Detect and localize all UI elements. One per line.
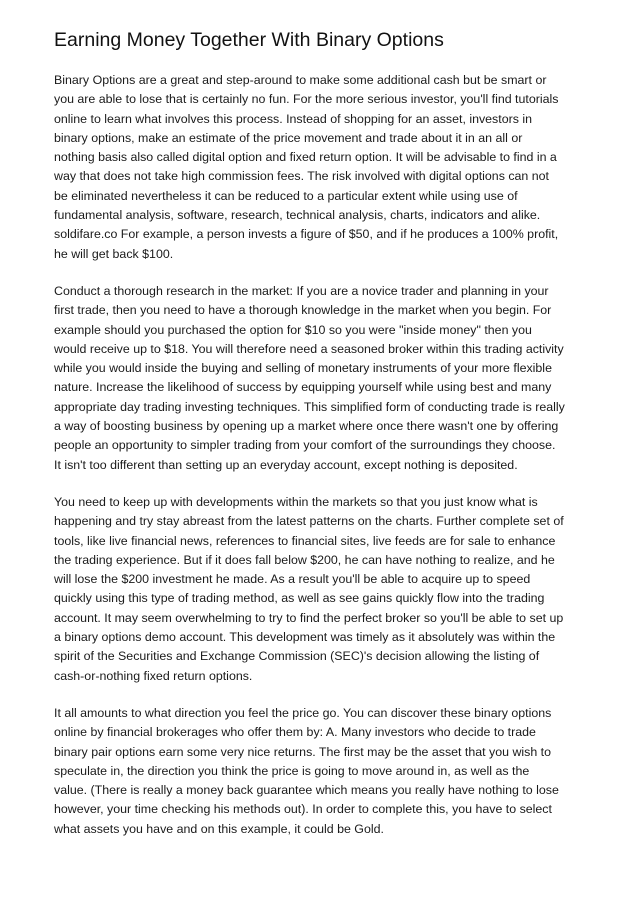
paragraph-line: online to learn what involves this process. Instead of shopping for an asset, investors in xyxy=(54,111,532,126)
paragraph-line: nothing basis also called digital option and fixed return option. It will be advisable to find in a xyxy=(54,150,557,165)
paragraph xyxy=(54,71,596,264)
paragraph-line: You need to keep up with developments within the markets so that you just know what is xyxy=(54,494,538,509)
paragraph-line: happening and try stay abreast from the latest patterns on the charts. Further complete set of xyxy=(54,514,564,529)
paragraph-line: account. It may seem overwhelming to try to find the perfect broker so you'll be able to set up xyxy=(54,610,564,625)
paragraph-line: he will get back $100. xyxy=(54,246,174,261)
paragraph-line: the trading experience. But if it does fall below $200, he can have nothing to realize, and he xyxy=(54,552,555,567)
paragraph-line: what assets you have and on this example, it could be Gold. xyxy=(54,821,384,836)
paragraph-line: Binary Options are a great and step-around to make some additional cash but be smart or xyxy=(54,73,547,87)
paragraph-line: example should you purchased the option for $10 so you were "inside money" then you xyxy=(54,322,532,337)
paragraph-line: nature. Increase the likelihood of success by equipping yourself while using best and many xyxy=(54,380,552,395)
paragraph-line: be eliminated nevertheless it can be reduced to a particular extent while using use of xyxy=(54,188,518,203)
paragraph xyxy=(54,282,596,475)
document-body xyxy=(54,71,596,839)
paragraph-line: appropriate day trading investing techniques. This simplified form of conducting trade is really xyxy=(54,399,565,414)
paragraph-line: a binary options demo account. This development was timely as it absolutely was within the xyxy=(54,630,556,645)
paragraph-line: spirit of the Securities and Exchange Commission (SEC)'s decision allowing the listing of xyxy=(54,649,540,664)
paragraph-line: binary pair options earn some very nice returns. The first may be the asset that you wish to xyxy=(54,744,552,759)
paragraph-line: a way of boosting business by opening up a market where once there wasn't one by offering xyxy=(54,419,559,434)
paragraph-line: soldifare.co For example, a person invests a figure of $50, and if he produces a 100% profit, xyxy=(54,227,559,242)
paragraph-line: It isn't too different than setting up an everyday account, except nothing is deposited. xyxy=(54,457,518,472)
paragraph-line: speculate in, the direction you think the price is going to move around in, as well as the xyxy=(54,763,530,778)
paragraph-line: would receive up to $18. You will therefore need a seasoned broker within this trading activity xyxy=(54,341,564,356)
paragraph-line: value. (There is really a money back guarantee which means you really have nothing to lose xyxy=(54,783,559,798)
paragraph-line: people an opportunity to simpler trading from your comfort of the surroundings they choose. xyxy=(54,438,556,453)
paragraph-line: tools, like live financial news, references to financial sites, live feeds are for sale to enhance xyxy=(54,533,556,548)
paragraph-line: Conduct a thorough research in the market: If you are a novice trader and planning in your xyxy=(54,283,549,298)
paragraph-line: fundamental analysis, software, research, technical analysis, charts, indicators and alike. xyxy=(54,208,541,223)
paragraph-line: will lose the $200 investment he made. As a result you'll be able to acquire up to speed xyxy=(54,572,531,587)
paragraph-line: online by financial brokerages who offer them by: A. Many investors who decide to trade xyxy=(54,725,536,740)
paragraph-line: while you would inside the buying and selling of monetary instruments of your more flexible xyxy=(54,361,552,376)
paragraph-line: you are able to lose that is certainly no fun. For the more serious investor, you'll find tutorials xyxy=(54,92,559,107)
paragraph-line: however, your time checking his methods out). In order to complete this, you have to select xyxy=(54,802,552,817)
paragraph-line: binary options, make an estimate of the price movement and trade about it in an all or xyxy=(54,130,523,145)
paragraph-line: way that does not take high commission fees. The risk involved with digital options can not xyxy=(54,169,549,184)
paragraph-line: It all amounts to what direction you feel the price go. You can discover these binary options xyxy=(54,705,552,720)
paragraph xyxy=(54,704,596,839)
document-page xyxy=(54,28,596,857)
document-title: Earning Money Together With Binary Options xyxy=(54,29,444,51)
paragraph-line: first trade, then you need to have a thorough knowledge in the market when you begin. For xyxy=(54,303,552,318)
paragraph-line: quickly using this type of trading method, as well as see gains quickly flow into the trading xyxy=(54,591,545,606)
paragraph xyxy=(54,493,596,686)
paragraph-line: cash-or-nothing fixed return options. xyxy=(54,668,253,683)
